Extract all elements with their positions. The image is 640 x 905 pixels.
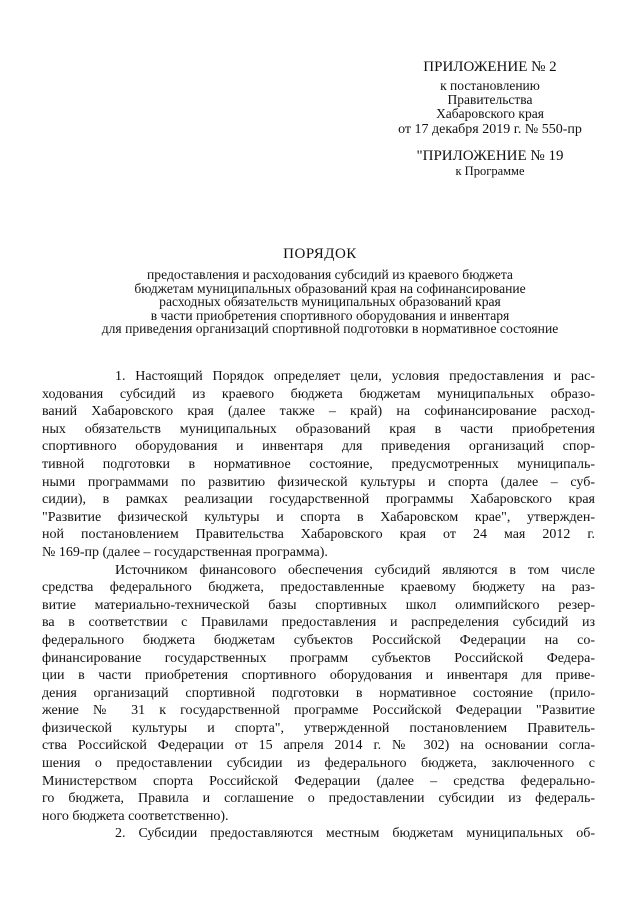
body-line: "Развитие физической культуры и спорта в Хабаровском крае", утвержден- <box>42 509 595 525</box>
document-subtitle <box>60 268 600 336</box>
appendix-19-subtitle: к Программе <box>455 164 525 178</box>
body-line: ными программами по развитию физической культуры и спорта (далее – суб- <box>42 474 595 490</box>
body-line: ных обязательств муниципальных образований края в части приобретения <box>42 421 595 437</box>
body-paragraph <box>115 825 595 843</box>
document-body <box>42 368 595 843</box>
appendix-date-line: от 17 декабря 2019 г. № 550-пр <box>398 122 582 137</box>
body-line: шения о предоставлении субсидии из федерального бюджета, заключенного с <box>42 756 595 772</box>
document-title: ПОРЯДОК <box>283 246 357 262</box>
body-line: ства Российской Федерации от 15 апреля 2014 г. № 302) на основании согла- <box>42 738 595 754</box>
body-line: ваний Хабаровского края (далее также – край) на софинансирование расход- <box>42 404 595 420</box>
body-line: Источником финансового обеспечения субсидий являются в том числе <box>115 562 595 578</box>
subtitle-line: предоставления и расходования субсидий из краевого бюджета <box>147 267 513 282</box>
body-line: ходования субсидий из краевого бюджета бюджетам муниципальных образо- <box>42 386 595 402</box>
body-line: спортивного оборудования и инвентаря для приведения организаций спор- <box>42 439 595 455</box>
body-line: сидии), в рамках реализации государственной программы Хабаровского края <box>42 492 595 508</box>
body-line: ного бюджета соответственно). <box>42 808 229 824</box>
body-line: ной постановлением Правительства Хабаровского края от 24 мая 2012 г. <box>42 527 595 543</box>
body-line: № 169-пр (далее – государственная программа). <box>42 544 328 560</box>
subtitle-line: расходных обязательств муниципальных образований края <box>159 294 501 310</box>
body-line: 2. Субсидии предоставляются местным бюджетам муниципальных об- <box>115 826 595 842</box>
body-line: физической культуры и спорта", утвержденной постановлением Правитель- <box>42 720 595 736</box>
body-line: дения организаций спортивной подготовки в нормативное состояние (прило- <box>42 685 595 701</box>
body-line: ции в части приобретения спортивного оборудования и инвентаря для приве- <box>42 668 595 684</box>
appendix-line-3: Хабаровского края <box>436 106 544 121</box>
body-paragraph <box>42 368 595 562</box>
body-line: ва в соответствии с Правилами предоставления и распределения субсидий из <box>42 615 595 631</box>
body-line: средства федерального бюджета, предоставленные краевому бюджету на раз- <box>42 580 595 596</box>
appendix-header <box>390 58 590 178</box>
appendix-title: ПРИЛОЖЕНИЕ № 2 <box>423 59 557 75</box>
appendix-19-title: "ПРИЛОЖЕНИЕ № 19 <box>416 148 564 164</box>
body-line: го бюджета, Правила и соглашение о предоставлении субсидии из федераль- <box>42 791 595 807</box>
body-line: витие материально-технической базы спортивных школ олимпийского резер- <box>42 597 595 613</box>
subtitle-line: бюджетам муниципальных образований края на софинансирование <box>134 280 526 296</box>
body-line: финансирование государственных программ субъектов Российской Федера- <box>42 650 595 666</box>
subtitle-line: для приведения организаций спортивной подготовки в нормативное состояние <box>101 321 559 337</box>
appendix-line-1: к постановлению <box>440 78 540 93</box>
subtitle-line: в части приобретения спортивного оборудования и инвентаря <box>150 307 510 323</box>
body-line: Министерством спорта Российской Федерации (далее – средства федерально- <box>42 773 595 789</box>
body-line: федерального бюджета бюджетам субъектов Российской Федерации на со- <box>42 632 595 648</box>
body-line: 1. Настоящий Порядок определяет цели, условия предоставления и рас- <box>115 369 595 384</box>
body-line: жение № 31 к государственной программе Российской Федерации "Развитие <box>42 703 595 719</box>
body-paragraph <box>42 562 595 826</box>
appendix-line-2: Правительства <box>447 92 533 107</box>
body-line: тивной подготовки в нормативное состояние, предусмотренных муниципаль- <box>42 456 595 472</box>
